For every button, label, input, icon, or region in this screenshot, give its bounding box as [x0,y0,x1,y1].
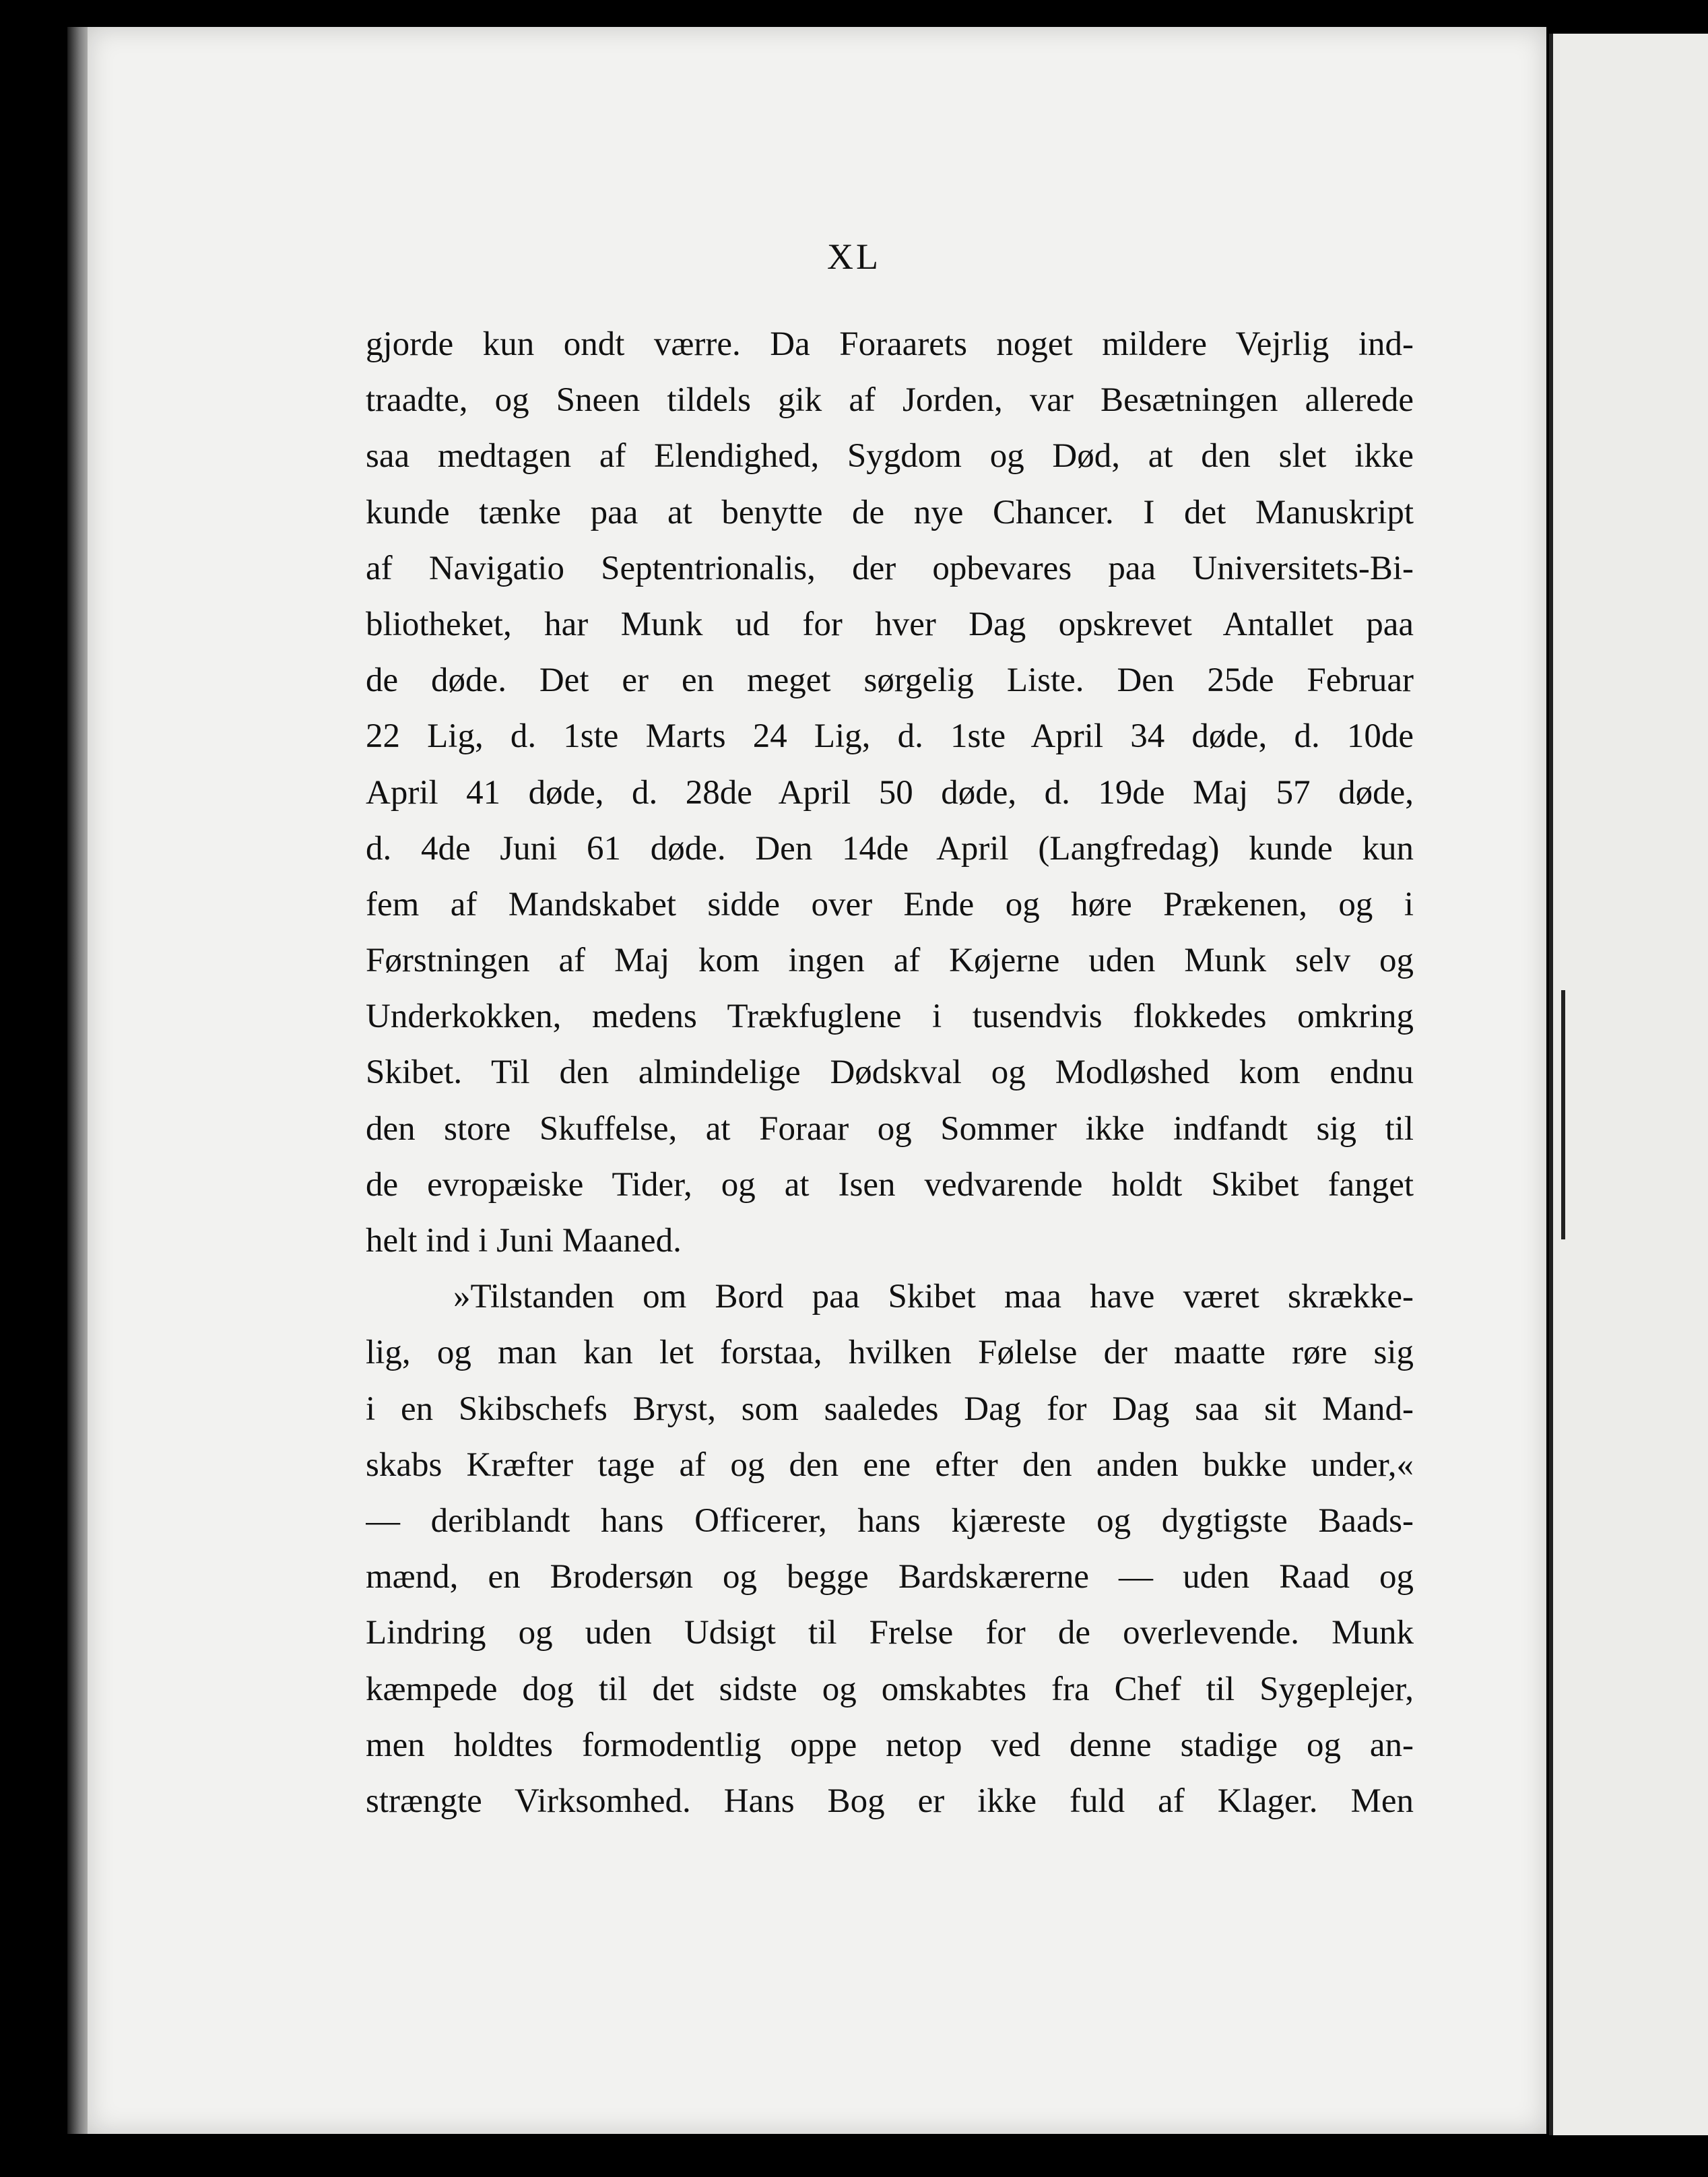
text-line-paragraph-end: helt ind i Juni Maaned. [366,1222,682,1260]
text-line: de evropæiske Tider, og at Isen vedvarende holdt Skibet fanget [366,1165,1414,1204]
text-line: i en Skibschefs Bryst, som saaledes Dag for Dag saa sit Mand- [366,1390,1414,1428]
facing-page-edge [1549,34,1708,2135]
text-line: fem af Mandskabet sidde over Ende og høre Prækenen, og i [366,885,1414,923]
text-line: 22 Lig, d. 1ste Marts 24 Lig, d. 1ste April 34 døde, d. 10de [366,717,1414,756]
text-line: Underkokken, medens Trækfuglene i tusendvis flokkedes omkring [366,998,1414,1036]
body-text [366,317,1414,1829]
text-line-paragraph-start: »Tilstanden om Bord paa Skibet maa have været skrække- [453,1278,1414,1316]
text-line: Skibet. Til den almindelige Dødskval og Modløshed kom endnu [366,1053,1414,1092]
text-line: April 41 døde, d. 28de April 50 døde, d. 19de Maj 57 døde, [366,773,1414,812]
text-line: de døde. Det er en meget sørgelig Liste. Den 25de Februar [366,661,1414,700]
text-line: men holdtes formodentlig oppe netop ved denne stadige og an- [366,1726,1414,1764]
text-line: skabs Kræfter tage af og den ene efter den anden bukke under,« [366,1445,1414,1484]
text-line: Førstningen af Maj kom ingen af Køjerne uden Munk selv og [366,942,1414,980]
text-line: saa medtagen af Elendighed, Sygdom og Død, at den slet ikke [366,437,1414,476]
text-line: strængte Virksomhed. Hans Bog er ikke fuld af Klager. Men [366,1782,1414,1820]
text-line: lig, og man kan let forstaa, hvilken Følelse der maatte røre sig [366,1334,1414,1372]
facing-page-mark [1561,990,1565,1239]
text-line: traadte, og Sneen tildels gik af Jorden, var Besætningen allerede [366,381,1414,420]
text-line: kunde tænke paa at benytte de nye Chancer. I det Manuskript [366,493,1414,531]
text-line: kæmpede dog til det sidste og omskabtes fra Chef til Sygeplejer, [366,1670,1414,1708]
text-line: mænd, en Brodersøn og begge Bardskærerne — uden Raad og [366,1558,1414,1596]
text-line: — deriblandt hans Officerer, hans kjæreste og dygtigste Baads- [366,1501,1414,1540]
text-line: den store Skuffelse, at Foraar og Sommer ikke indfandt sig til [366,1109,1414,1148]
text-line: Lindring og uden Udsigt til Frelse for de overlevende. Munk [366,1614,1414,1652]
text-line: af Navigatio Septentrionalis, der opbevares paa Universitets-Bi- [366,549,1414,587]
text-line: d. 4de Juni 61 døde. Den 14de April (Langfredag) kunde kun [366,829,1414,868]
text-line: gjorde kun ondt værre. Da Foraarets noget mildere Vejrlig ind- [366,325,1414,363]
page-number: XL [827,236,881,277]
text-line: bliotheket, har Munk ud for hver Dag opskrevet Antallet paa [366,605,1414,643]
